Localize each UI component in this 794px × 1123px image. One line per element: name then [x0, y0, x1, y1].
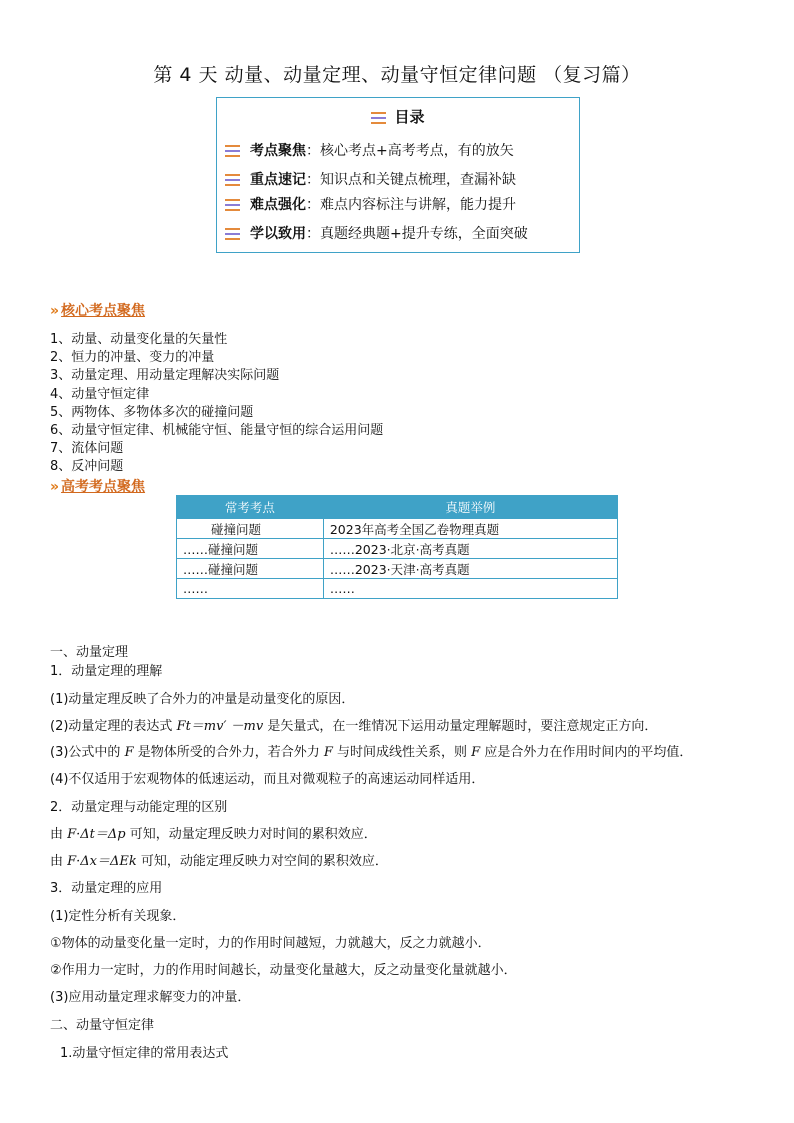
double-chevron-icon: » — [50, 303, 60, 319]
paragraph: ①物体的动量变化量一定时，力的作用时间越短，力就越大，反之力就越小． — [50, 936, 491, 951]
table-cell: …… — [323, 579, 617, 599]
paragraph: 由 F·Δt＝Δp 可知，动量定理反映力对时间的累积效应． — [50, 827, 377, 842]
paragraph: 由 F·Δx＝ΔEk 可知，动能定理反映力对空间的累积效应． — [50, 854, 388, 869]
toc-row: 重点速记：知识点和关键点梳理，查漏补缺 — [225, 169, 516, 189]
subsection-title: 3．动量定理的应用 — [50, 881, 163, 896]
toc-row: 学以致用：真题经典题+提升专练，全面突破 — [225, 223, 528, 243]
exam-points-table — [176, 495, 618, 599]
paragraph: (4)不仅适用于宏观物体的低速运动，而且对微观粒子的高速运动同样适用． — [50, 772, 485, 787]
formula: Ft＝mv′ －mv — [176, 719, 264, 734]
table-cell: 碰撞问题 — [177, 519, 324, 539]
page-title: 第 4 天 动量、动量定理、动量守恒定律问题 （复习篇） — [153, 64, 641, 86]
subsection-title: 2．动量定理与动能定理的区别 — [50, 800, 228, 815]
list-icon — [371, 112, 386, 124]
section-heading-core: » 核心考点聚焦 — [50, 303, 146, 319]
column-header: 常考考点 — [177, 496, 324, 519]
list-item: 2、恒力的冲量、变力的冲量 — [50, 350, 215, 366]
table-cell: ……碰撞问题 — [177, 539, 324, 559]
list-item: 7、流体问题 — [50, 441, 124, 457]
table-cell: ……2023·天津·高考真题 — [323, 559, 617, 579]
list-icon — [225, 199, 240, 211]
core-points-list — [50, 331, 383, 477]
paragraph: (2)动量定理的表达式 Ft＝mv′ －mv 是矢量式，在一维情况下运用动量定理解题时，要注意规定正方向． — [50, 719, 658, 734]
paragraph: (1)动量定理反映了合外力的冲量是动量变化的原因． — [50, 692, 355, 707]
section-title: 二、动量守恒定律 — [50, 1018, 155, 1033]
table-of-contents — [216, 97, 580, 253]
subsection-title: 1.动量守恒定律的常用表达式 — [60, 1046, 229, 1061]
list-icon — [225, 174, 240, 186]
table-header-row — [177, 496, 618, 519]
list-icon — [225, 145, 240, 157]
list-item: 3、动量定理、用动量定理解决实际问题 — [50, 368, 280, 384]
toc-row: 难点强化：难点内容标注与讲解，能力提升 — [225, 194, 516, 214]
table-row — [177, 519, 618, 539]
section-title: 一、动量定理 — [50, 645, 129, 660]
list-icon — [225, 228, 240, 240]
formula: F·Δt＝Δp — [67, 827, 126, 842]
formula: F·Δx＝ΔEk — [67, 854, 137, 869]
section-heading-gaokao: » 高考考点聚焦 — [50, 479, 146, 495]
paragraph: (3)应用动量定理求解变力的冲量． — [50, 990, 251, 1005]
toc-row: 考点聚焦：核心考点+高考考点，有的放矢 — [225, 140, 514, 160]
double-chevron-icon: » — [50, 479, 60, 495]
table-row — [177, 579, 618, 599]
table-cell: 2023年高考全国乙卷物理真题 — [323, 519, 617, 539]
table-row — [177, 559, 618, 579]
list-item: 8、反冲问题 — [50, 459, 124, 475]
table-cell: ……2023·北京·高考真题 — [323, 539, 617, 559]
list-item: 6、动量守恒定律、机械能守恒、能量守恒的综合运用问题 — [50, 423, 384, 439]
table-cell: …… — [177, 579, 324, 599]
column-header: 真题举例 — [323, 496, 617, 519]
list-item: 5、两物体、多物体多次的碰撞问题 — [50, 404, 254, 420]
paragraph: ②作用力一定时，力的作用时间越长，动量变化量越大，反之动量变化量就越小． — [50, 963, 517, 978]
list-item: 4、动量守恒定律 — [50, 386, 150, 402]
paragraph: (1)定性分析有关现象． — [50, 909, 186, 924]
subsection-title: 1．动量定理的理解 — [50, 664, 163, 679]
table-cell: ……碰撞问题 — [177, 559, 324, 579]
paragraph: (3)公式中的 F 是物体所受的合外力，若合外力 F 与时间成线性关系，则 F 应是合外力在作用时间内的平均值． — [50, 745, 693, 760]
table-row — [177, 539, 618, 559]
list-item: 1、动量、动量变化量的矢量性 — [50, 332, 228, 347]
toc-heading: 目录 — [217, 106, 579, 127]
